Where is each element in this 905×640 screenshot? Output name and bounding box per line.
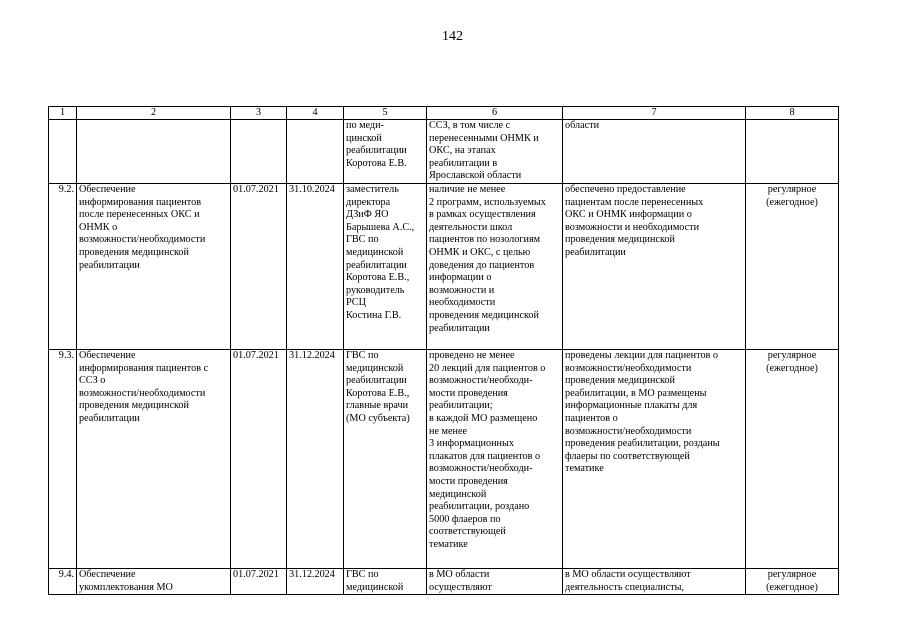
col-header-1: 1 (49, 107, 77, 120)
indicator: в МО области осуществляют (429, 568, 492, 593)
period: регулярное (ежегодное) (766, 568, 818, 593)
responsible: ГВС по медицинской (346, 568, 404, 593)
indicator: проведено не менее 20 лекций для пациентов о возможности/необходи- мости проведения реабилитации; в каждой МО размещено не менее 3 информационных плакатов для пациентов о возможности/необходи- мости проведения медицинской реабилитации, роздано 5000 флаеров по соответствующей тематике (429, 349, 546, 550)
result: проведены лекции для пациентов о возможности/необходимости проведения медицинской реабилитации, в МО размещены информационные плакаты для пациентов о возможности/необходимости проведения реабилитации, розданы флаеры по соответствующей тематике (565, 349, 720, 475)
header-row (49, 107, 839, 120)
result: в МО области осуществляют деятельность специалисты, (565, 568, 691, 593)
start-date: 01.07.2021 (233, 568, 279, 580)
table-row (49, 183, 839, 349)
col-header-2: 2 (77, 107, 231, 120)
table-row (49, 120, 839, 184)
end-date: 31.12.2024 (289, 349, 335, 361)
col-header-7: 7 (563, 107, 746, 120)
result: обеспечено предоставление пациентам после перенесенных ОКС и ОНМК информации о возможности и необходимости проведения медицинской реабилитации (565, 183, 704, 258)
start-date: 01.07.2021 (233, 183, 279, 195)
col-header-6: 6 (427, 107, 563, 120)
measures-table (48, 106, 839, 595)
row-number: 9.2. (58, 183, 74, 195)
table-row (49, 349, 839, 568)
page-number: 142 (442, 29, 463, 44)
col-header-4: 4 (287, 107, 344, 120)
table-row (49, 568, 839, 594)
row-number: 9.4. (58, 568, 74, 580)
end-date: 31.12.2024 (289, 568, 335, 580)
indicator: наличие не менее 2 программ, используемых в рамках осуществления деятельности школ пациентов по нозологиям ОНМК и ОКС, с целью доведения до пациентов информации о возможности и необходимости проведения медицинской реабилитации (429, 183, 546, 334)
period: регулярное (ежегодное) (766, 183, 818, 208)
start-date: 01.07.2021 (233, 349, 279, 361)
measure-title: Обеспечение информирования пациентов после перенесенных ОКС и ОНМК о возможности/необходимости проведения медицинской реабилитации (79, 183, 206, 271)
responsible: по меди- цинской реабилитации Коротова Е.В. (346, 120, 407, 169)
col-header-5: 5 (344, 107, 427, 120)
period: регулярное (ежегодное) (766, 349, 818, 374)
measure-title: Обеспечение информирования пациентов с ССЗ о возможности/необходимости проведения медицинской реабилитации (79, 349, 209, 424)
result: области (565, 120, 600, 131)
col-header-8: 8 (746, 107, 839, 120)
end-date: 31.10.2024 (289, 183, 335, 195)
row-number: 9.3. (58, 349, 74, 361)
responsible: ГВС по медицинской реабилитации Коротова Е.В., главные врачи (МО субъекта) (346, 349, 410, 424)
indicator: ССЗ, в том числе с перенесенными ОНМК и ОКС, на этапах реабилитации в Ярославской области (429, 120, 539, 182)
col-header-3: 3 (231, 107, 287, 120)
measure-title: Обеспечение укомплектования МО (79, 568, 173, 593)
responsible: заместитель директора ДЗиФ ЯО Барышева А.С., ГВС по медицинской реабилитации Коротова Е.В., руководитель РСЦ Костина Г.В. (346, 183, 415, 321)
